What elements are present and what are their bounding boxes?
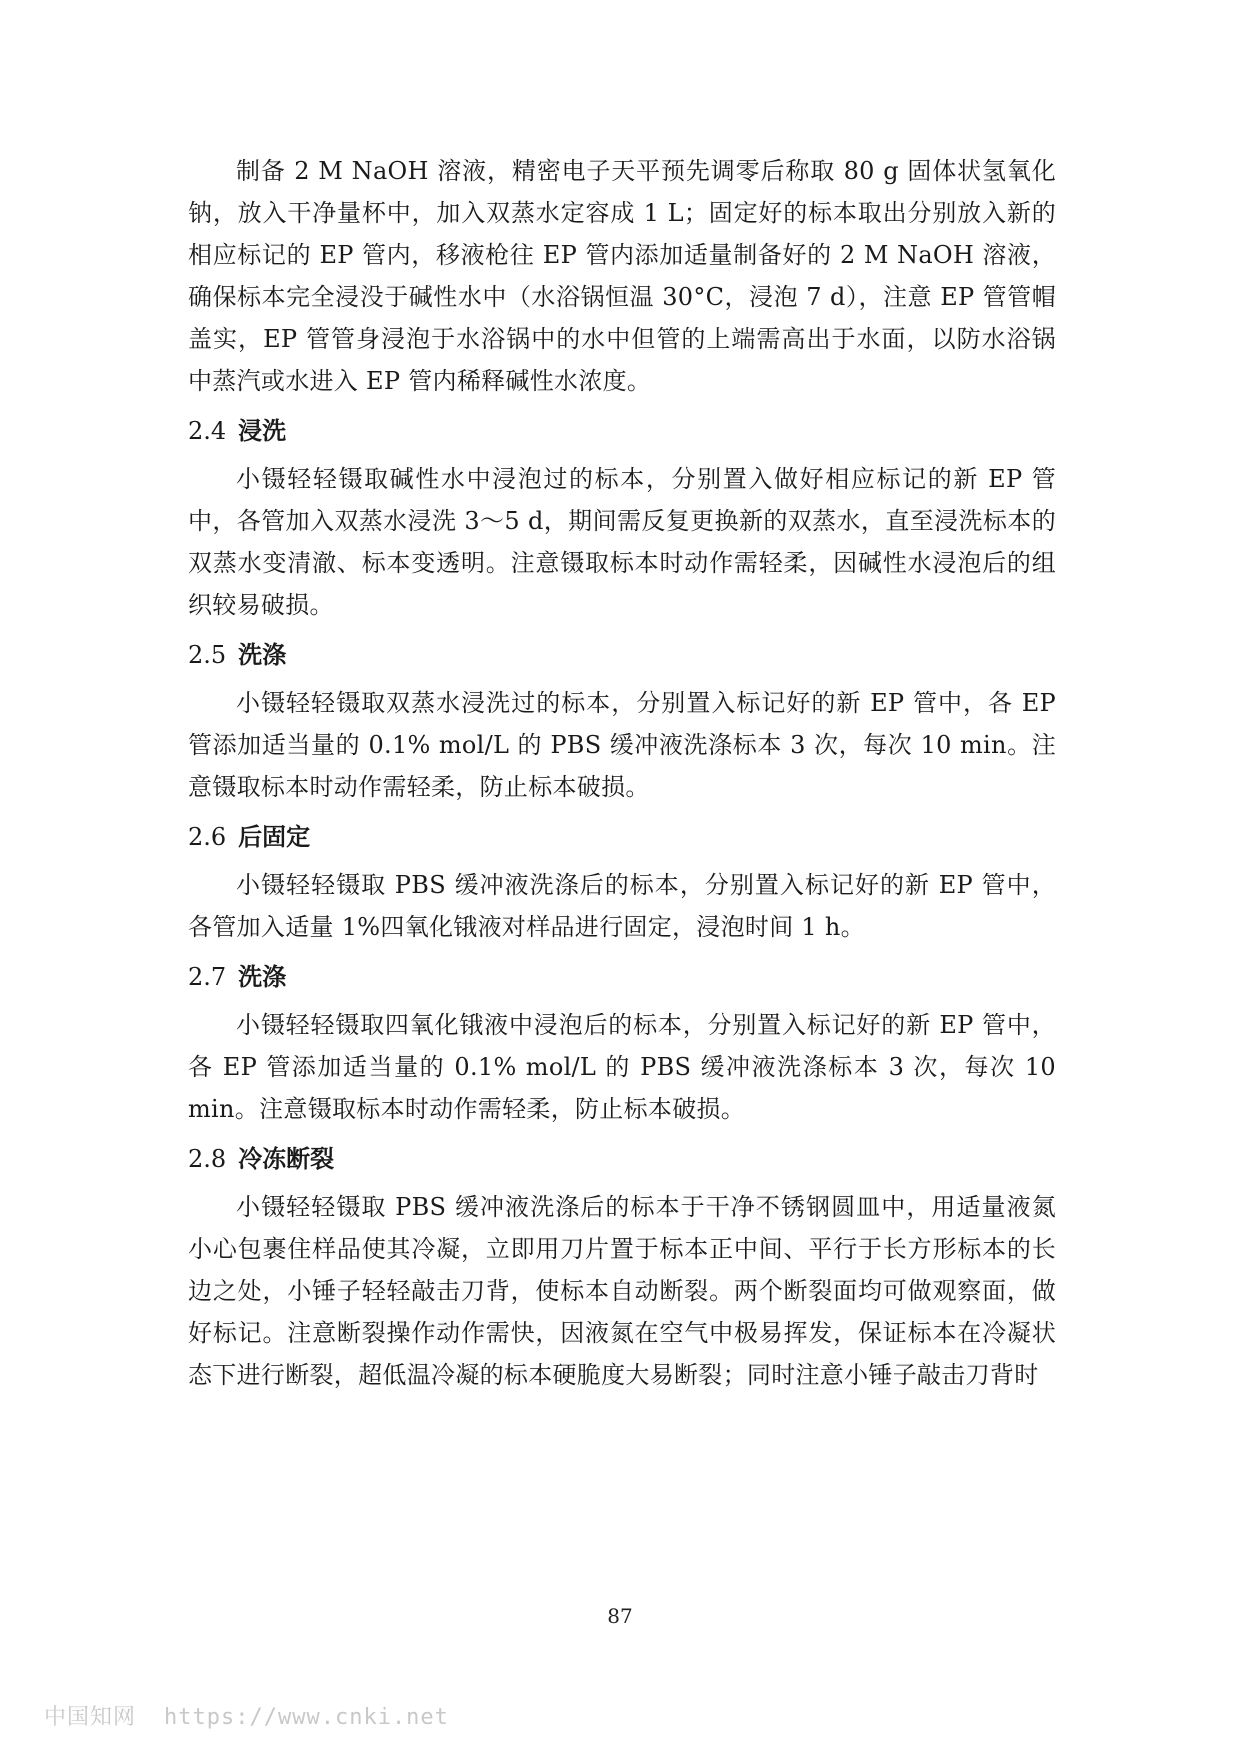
paragraph-2-7: 小镊轻轻镊取四氧化锇液中浸泡后的标本，分别置入标记好的新 EP 管中，各 EP 管添加适当量的 0.1% mol/L 的 PBS 缓冲液洗涤标本 3 次，每次 10 min。注意镊取标本时动作需轻柔，防止标本破损。 (188, 1011, 1056, 1123)
section-title: 洗涤 (238, 640, 287, 669)
section-number: 2.7 (188, 963, 227, 991)
section-heading-2-8 (188, 1138, 1056, 1180)
watermark-cn-text: 中国知网 (44, 1705, 137, 1730)
paragraph-naoh-preparation: 制备 2 M NaOH 溶液，精密电子天平预先调零后称取 80 g 固体状氢氧化钠，放入干净量杯中，加入双蒸水定容成 1 L；固定好的标本取出分别放入新的相应标记的 EP 管内，移液枪往 EP 管内添加适量制备好的 2 M NaOH 溶液，确保标本完全浸没于碱性水中（水浴锅恒温 30°C，浸泡 7 d），注意 EP 管管帽盖实，EP 管管身浸泡于水浴锅中的水中但管的上端需高出于水面，以防水浴锅中蒸汽或水进入 EP 管内稀释碱性水浓度。 (188, 157, 1056, 395)
section-number: 2.5 (188, 641, 227, 669)
section-heading-2-7 (188, 956, 1056, 998)
section-title: 浸洗 (238, 416, 287, 445)
cnki-watermark (44, 1700, 449, 1731)
section-heading-2-5 (188, 634, 1056, 676)
page-number: 87 (607, 1604, 633, 1628)
section-title: 冷冻断裂 (238, 1144, 335, 1173)
section-number: 2.4 (188, 417, 227, 445)
paragraph-2-6: 小镊轻轻镊取 PBS 缓冲液洗涤后的标本，分别置入标记好的新 EP 管中，各管加入适量 1%四氧化锇液对样品进行固定，浸泡时间 1 h。 (188, 871, 1056, 941)
section-title: 洗涤 (238, 962, 287, 991)
section-title: 后固定 (238, 822, 311, 851)
section-number: 2.8 (188, 1145, 227, 1173)
paragraph-2-8: 小镊轻轻镊取 PBS 缓冲液洗涤后的标本于干净不锈钢圆皿中，用适量液氮小心包裹住样品使其冷凝，立即用刀片置于标本正中间、平行于长方形标本的长边之处，小锤子轻轻敲击刀背，使标本自动断裂。两个断裂面均可做观察面，做好标记。注意断裂操作动作需快，因液氮在空气中极易挥发，保证标本在冷凝状态下进行断裂，超低温冷凝的标本硬脆度大易断裂；同时注意小锤子敲击刀背时 (188, 1193, 1056, 1389)
section-number: 2.6 (188, 823, 227, 851)
paragraph-2-4: 小镊轻轻镊取碱性水中浸泡过的标本，分别置入做好相应标记的新 EP 管中，各管加入双蒸水浸洗 3～5 d，期间需反复更换新的双蒸水，直至浸洗标本的双蒸水变清澈、标本变透明。注意镊取标本时动作需轻柔，因碱性水浸泡后的组织较易破损。 (188, 465, 1056, 619)
paragraph-2-5: 小镊轻轻镊取双蒸水浸洗过的标本，分别置入标记好的新 EP 管中，各 EP 管添加适当量的 0.1% mol/L 的 PBS 缓冲液洗涤标本 3 次，每次 10 min。注意镊取标本时动作需轻柔，防止标本破损。 (188, 689, 1056, 801)
watermark-url: https://www.cnki.net (164, 1705, 449, 1730)
section-heading-2-4 (188, 410, 1056, 452)
document-body (188, 150, 1056, 1396)
section-heading-2-6 (188, 816, 1056, 858)
